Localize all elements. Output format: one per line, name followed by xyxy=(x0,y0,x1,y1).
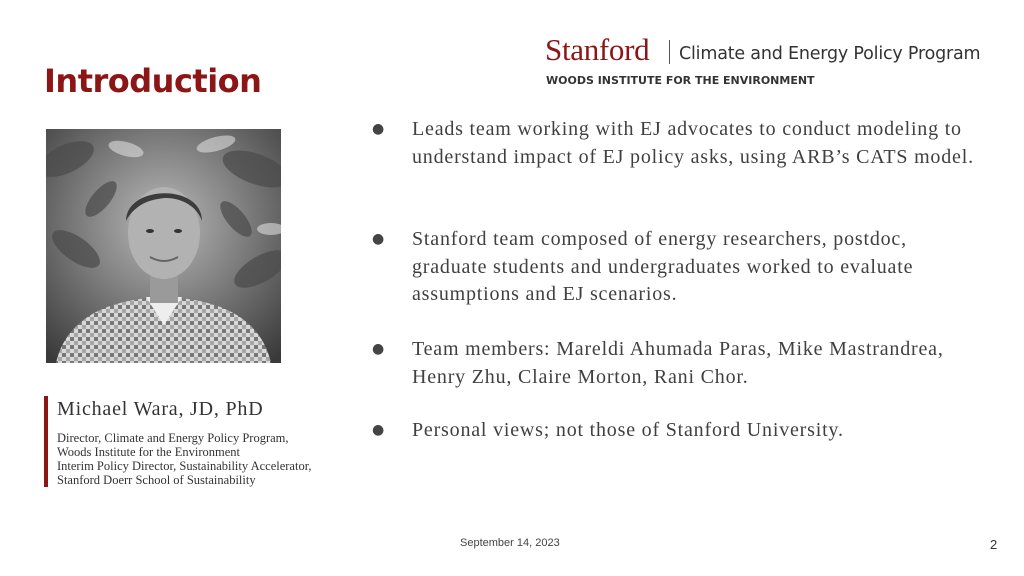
bullet-dot-icon: ● xyxy=(372,341,385,357)
logo-institute-name: WOODS INSTITUTE FOR THE ENVIRONMENT xyxy=(546,74,815,87)
bullet-dot-icon: ● xyxy=(372,422,385,438)
logo-program-name: Climate and Energy Policy Program xyxy=(679,44,981,64)
speaker-title-line: Director, Climate and Energy Policy Program, xyxy=(57,431,289,445)
logo-divider xyxy=(669,40,670,64)
logo-wordmark: Stanford xyxy=(545,32,650,67)
page-number: 2 xyxy=(990,537,998,552)
bullet-text: Leads team working with EJ advocates to conduct modeling to understand impact of EJ policy asks, using ARB’s CATS model. xyxy=(412,118,974,168)
bullet-text: Stanford team composed of energy researchers, postdoc, graduate students and undergraduates worked to evaluate assumptions and EJ scenarios. xyxy=(412,228,914,305)
speaker-title-line: Stanford Doerr School of Sustainability xyxy=(57,473,256,487)
footer-date: September 14, 2023 xyxy=(460,537,560,549)
bullet-text: Team members: Mareldi Ahumada Paras, Mike Mastrandrea, Henry Zhu, Claire Morton, Rani Chor. xyxy=(412,338,944,388)
speaker-title-line: Interim Policy Director, Sustainability Accelerator, xyxy=(57,459,312,473)
speaker-title-line: Woods Institute for the Environment xyxy=(57,445,240,459)
portrait-photo xyxy=(46,129,281,363)
stanford-logo xyxy=(545,32,995,92)
speaker-name: Michael Wara, JD, PhD xyxy=(57,398,264,420)
bullet-dot-icon: ● xyxy=(372,231,385,247)
slide-title: Introduction xyxy=(44,62,262,100)
bullet-dot-icon: ● xyxy=(372,121,385,137)
bullet-text: Personal views; not those of Stanford University. xyxy=(412,419,844,441)
speaker-bio xyxy=(44,396,378,487)
